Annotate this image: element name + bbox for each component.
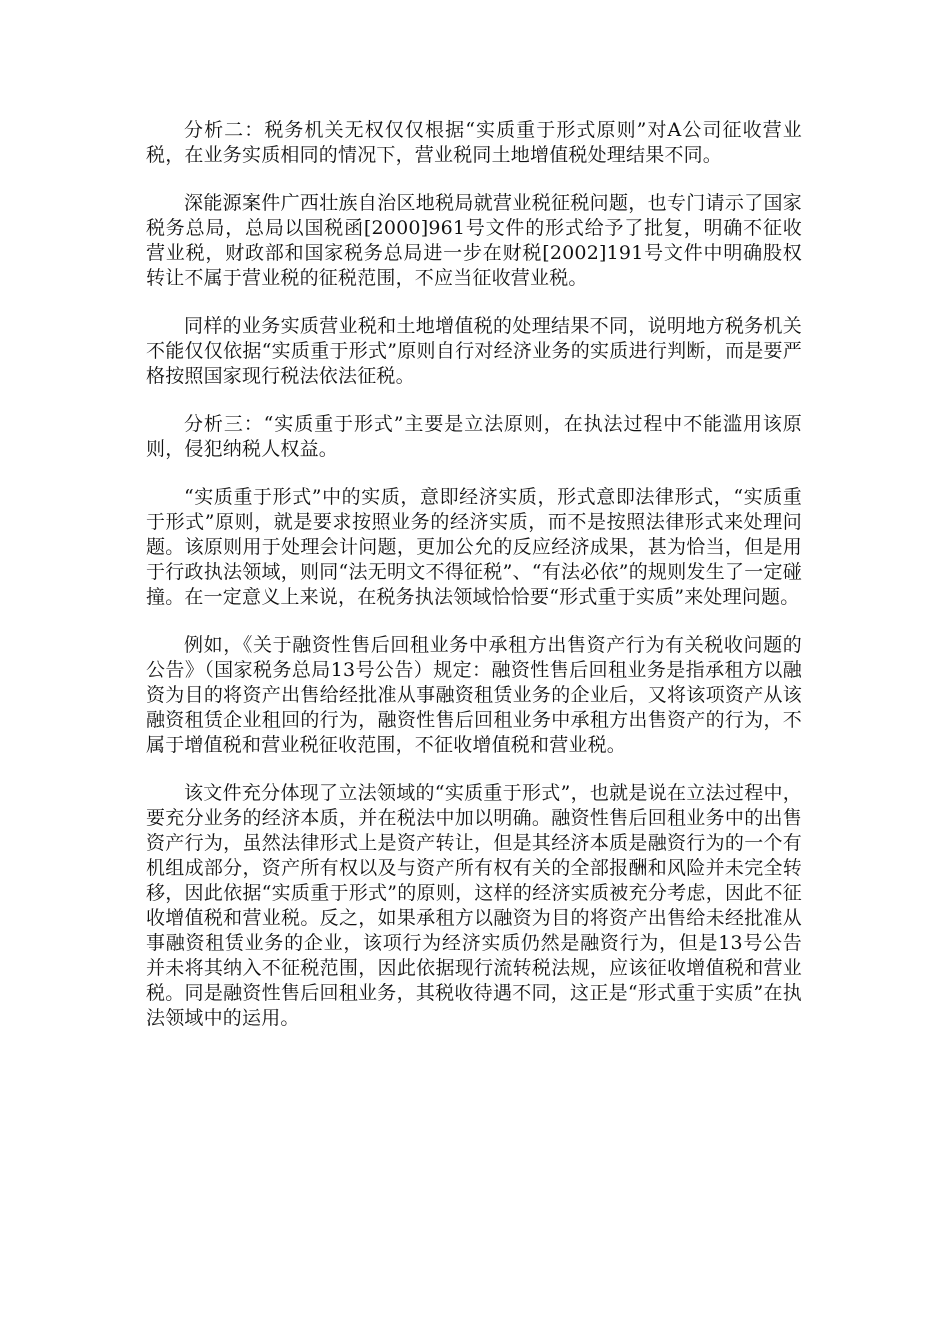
paragraph-substance-over-form: “实质重于形式”中的实质，意即经济实质，形式意即法律形式，“实质重于形式”原则，就是要求按照业务的经济实质，而不是按照法律形式来处理问题。该原则用于处理会计问题，更加公允的反应经济成果，甚为恰当，但是用于行政执法领域，则同“法无明文不得征税”、“有法必依”的规则发生了一定碰撞。在一定意义上来说，在税务执法领域恰恰要“形式重于实质”来处理问题。 [146, 486, 802, 608]
paragraph-analysis-three: 分析三：“实质重于形式”主要是立法原则，在执法过程中不能滥用该原则，侵犯纳税人权益。 [146, 413, 802, 460]
paragraph-shenzhen-energy-case: 深能源案件广西壮族自治区地税局就营业税征税问题，也专门请示了国家税务总局，总局以国税函[2000]961号文件的形式给予了批复，明确不征收营业税，财政部和国家税务总局进一步在财税[2002]191号文件中明确股权转让不属于营业税的征税范围，不应当征收营业税。 [146, 192, 802, 289]
paragraph-analysis-two: 分析二：税务机关无权仅仅根据“实质重于形式原则”对A公司征收营业税，在业务实质相同的情况下，营业税同土地增值税处理结果不同。 [146, 119, 802, 166]
paragraph-same-substance: 同样的业务实质营业税和土地增值税的处理结果不同，说明地方税务机关不能仅仅依据“实质重于形式”原则自行对经济业务的实质进行判断，而是要严格按照国家现行税法依法征税。 [146, 315, 802, 387]
paragraph-document-embodies: 该文件充分体现了立法领域的“实质重于形式”，也就是说在立法过程中，要充分业务的经济本质，并在税法中加以明确。融资性售后回租业务中的出售资产行为，虽然法律形式上是资产转让，但是其经济本质是融资行为的一个有机组成部分，资产所有权以及与资产所有权有关的全部报酬和风险并未完全转移，因此依据“实质重于形式”的原则，这样的经济实质被充分考虑，因此不征收增值税和营业税。反之，如果承租方以融资为目的将资产出售给未经批准从事融资租赁业务的企业，该项行为经济实质仍然是融资行为，但是13号公告并未将其纳入不征税范围，因此依据现行流转税法规，应该征收增值税和营业税。同是融资性售后回租业务，其税收待遇不同，这正是“形式重于实质”在执法领域中的运用。 [146, 782, 802, 1029]
paragraph-example-announcement: 例如，《关于融资性售后回租业务中承租方出售资产行为有关税收问题的公告》（国家税务总局13号公告）规定：融资性售后回租业务是指承租方以融资为目的将资产出售给经批准从事融资租赁业务的企业后，又将该项资产从该融资租赁企业租回的行为，融资性售后回租业务中承租方出售资产的行为，不属于增值税和营业税征收范围，不征收增值税和营业税。 [146, 634, 802, 756]
document-body [146, 118, 802, 1054]
